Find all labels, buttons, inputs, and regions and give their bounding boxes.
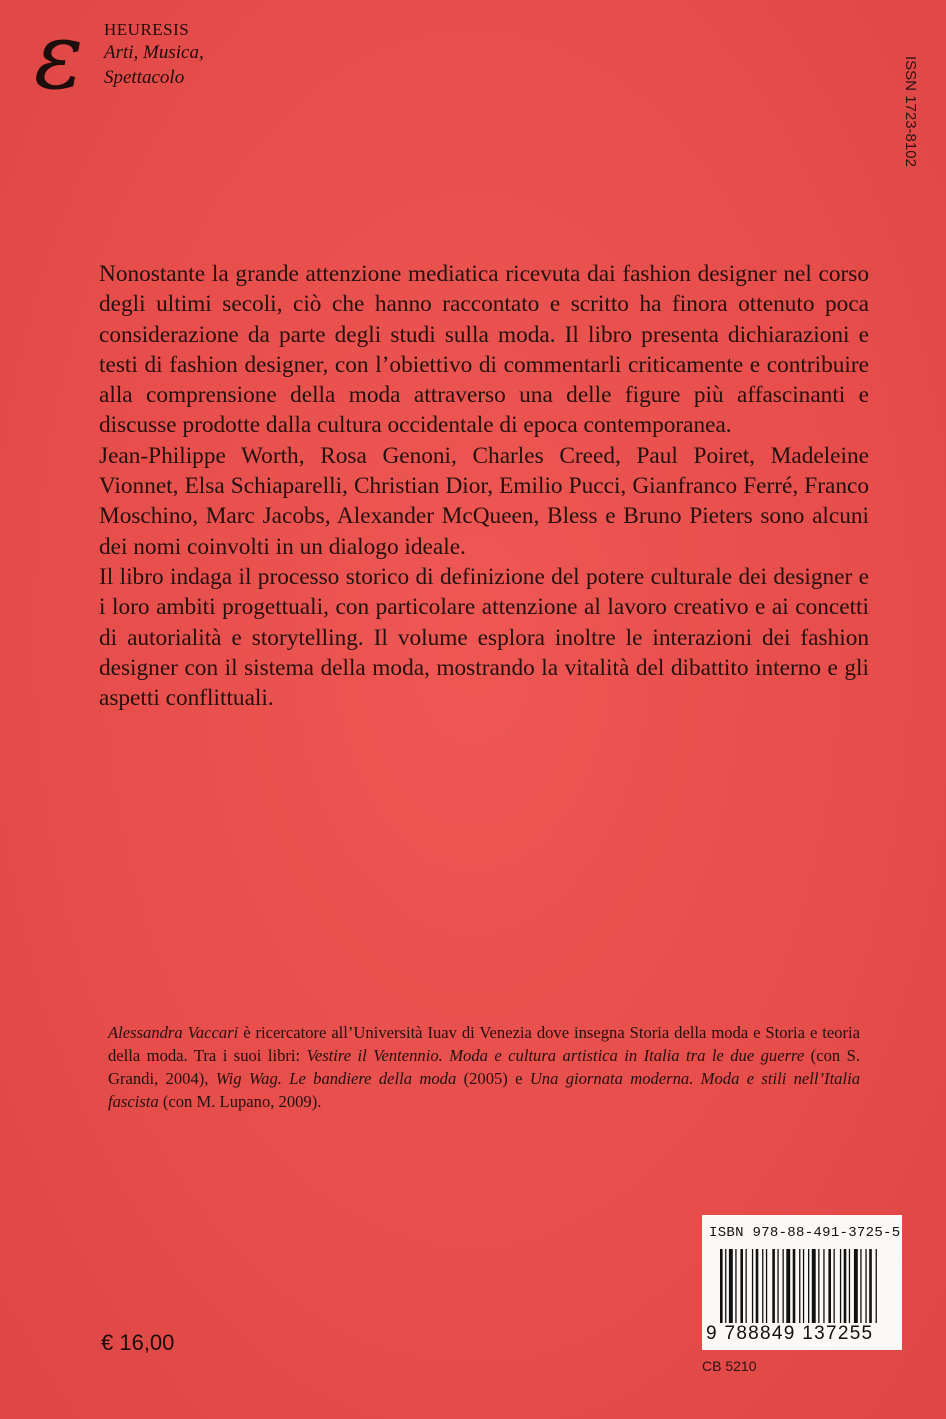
- blurb-paragraph: Jean-Philippe Worth, Rosa Genoni, Charles Creed, Paul Poiret, Madeleine Vionnet, Elsa Schiaparelli, Christian Dior, Emilio Pucci, Gianfranco Ferré, Franco Moschino, Marc Jacobs, Alexander McQueen, Bless e Bruno Pieters sono alcuni dei nomi coinvolti in un dialogo ideale.: [99, 442, 869, 560]
- author-name: Alessandra Vaccari: [108, 1023, 239, 1042]
- series-label: [104, 20, 204, 90]
- bio-text: (con M. Lupano, 2009).: [158, 1092, 322, 1111]
- isbn-barcode-box: [702, 1215, 902, 1350]
- author-bio: [108, 1021, 860, 1113]
- book-title: Wig Wag. Le bandiere della moda: [215, 1069, 457, 1088]
- book-title: Vestire il Ventennio. Moda e cultura artistica in Italia tra le due guerre: [306, 1046, 805, 1065]
- series-subtitle-line2: Spettacolo: [104, 67, 185, 88]
- bio-text: (con S. Grandi, 2004),: [108, 1046, 860, 1088]
- blurb-paragraph: Nonostante la grande attenzione mediatica ricevuta dai fashion designer nel corso degli ultimi secoli, ciò che hanno raccontato e scritto ha finora ottenuto poca considerazione da parte degli studi sulla moda. Il libro presenta dichiarazioni e testi di fashion designer, con l’obiettivo di commentarli criticamente e contribuire alla comprensione della moda attraverso una delle figure più affascinanti e discusse prodotte dalla cultura occidentale di epoca contemporanea.: [99, 261, 869, 439]
- bio-text: (2005) e: [456, 1069, 530, 1088]
- barcode-icon: [720, 1249, 886, 1323]
- isbn-number: ISBN 978-88-491-3725-5: [709, 1225, 901, 1241]
- series-subtitle-line1: Arti, Musica,: [104, 42, 204, 63]
- back-cover-blurb: [99, 259, 869, 713]
- series-name: HEURESIS: [104, 20, 190, 39]
- price-label: € 16,00: [101, 1330, 175, 1355]
- publisher-logo: ε: [34, 3, 84, 110]
- blurb-paragraph: Il libro indaga il processo storico di definizione del potere culturale dei designer e i loro ambiti progettuali, con particolare attenzione al lavoro creativo e ai concetti di autorialità e storytelling. Il volume esplora inoltre le interazioni dei fashion designer con il sistema della moda, mostrando la vitalità del dibattito interno e gli aspetti conflittuali.: [99, 563, 869, 712]
- barcode-digits: 9 788849 137255: [706, 1323, 874, 1344]
- issn-code: ISSN 1723-8102: [902, 56, 919, 167]
- catalog-code: CB 5210: [702, 1358, 757, 1374]
- bio-text: è ricercatore all’Università Iuav di Venezia dove insegna Storia della moda e Storia e teoria della moda. Tra i suoi libri:: [108, 1023, 860, 1065]
- book-title: Una giornata moderna. Moda e stili nell’Italia fascista: [108, 1069, 860, 1111]
